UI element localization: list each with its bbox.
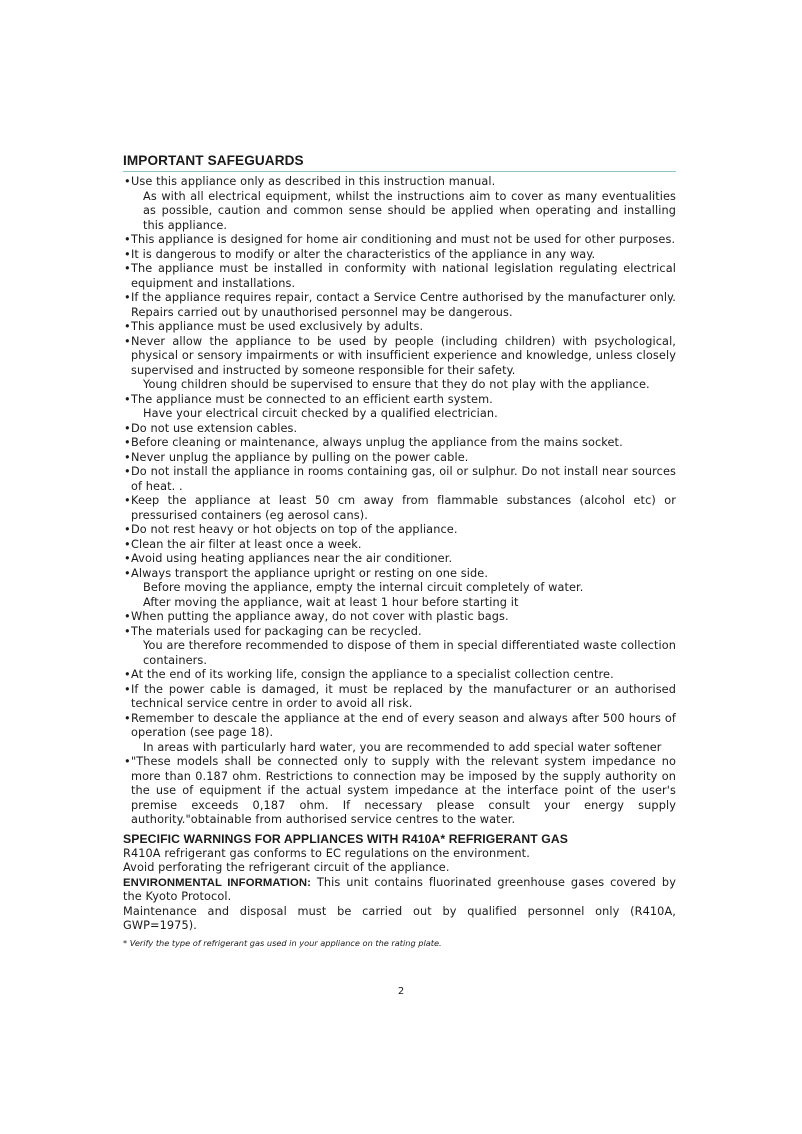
safeguard-item: [123, 523, 676, 538]
safeguard-item: [123, 668, 676, 683]
bullet-glyph: •: [124, 755, 131, 768]
safeguard-text: It is dangerous to modify or alter the characteristics of the appliance in any way.: [131, 247, 596, 261]
bullet-glyph: •: [124, 175, 131, 188]
safeguard-subtext: Have your electrical circuit checked by a qualified electrician.: [143, 407, 498, 420]
safeguard-item: [123, 422, 676, 437]
maintenance-note: Maintenance and disposal must be carried out by qualified personnel only (R410A, GWP=1975).: [123, 904, 676, 932]
safeguard-subtext: In areas with particularly hard water, you are recommended to add special water softener: [143, 740, 662, 754]
bullet-glyph: •: [124, 436, 131, 449]
safeguard-text: If the appliance requires repair, contact a Service Centre authorised by the manufacturer only. Repairs carried out by unauthorised personnel may be dangerous.: [131, 291, 676, 319]
safeguard-item: [123, 683, 676, 712]
bullet-glyph: •: [124, 668, 131, 681]
safeguard-text: The appliance must be installed in conformity with national legislation regulating electrical equipment and installations.: [131, 262, 676, 290]
safeguard-item: [123, 248, 676, 263]
safeguard-subtext: Young children should be supervised to ensure that they do not play with the appliance.: [143, 378, 650, 391]
safeguard-item: [123, 175, 676, 233]
safeguard-item: [123, 335, 676, 393]
bullet-glyph: •: [124, 552, 131, 565]
environmental-label: ENVIRONMENTAL INFORMATION:: [123, 876, 312, 889]
safeguard-text: Always transport the appliance upright or resting on one side.: [131, 566, 489, 580]
bullet-glyph: •: [124, 624, 131, 638]
bullet-glyph: •: [124, 494, 131, 507]
bullet-glyph: •: [124, 334, 131, 348]
safeguard-text: This appliance is designed for home air conditioning and must not be used for other purposes.: [131, 233, 676, 246]
bullet-glyph: •: [124, 233, 131, 246]
safeguard-text: At the end of its working life, consign the appliance to a specialist collection centre.: [131, 668, 614, 681]
refrigerant-line-1: R410A refrigerant gas conforms to EC regulations on the environment.: [123, 846, 530, 860]
safeguard-item: [123, 755, 676, 828]
safeguard-text: Avoid using heating appliances near the air conditioner.: [131, 552, 453, 565]
bullet-glyph: •: [124, 421, 131, 435]
safeguard-text: This appliance must be used exclusively by adults.: [131, 320, 424, 333]
safeguard-text: Remember to descale the appliance at the end of every season and always after 500 hours of operation (see page 18).: [131, 711, 676, 739]
bullet-glyph: •: [124, 247, 131, 261]
bullet-glyph: •: [124, 392, 131, 406]
page-number: 2: [397, 986, 405, 997]
safeguard-item: [123, 320, 676, 335]
bullet-glyph: •: [124, 711, 131, 725]
bullet-glyph: •: [124, 262, 131, 275]
safeguard-text: The materials used for packaging can be recycled.: [131, 624, 422, 638]
safeguard-item: [123, 233, 676, 248]
bullet-glyph: •: [124, 523, 131, 536]
safeguard-text: Do not install the appliance in rooms containing gas, oil or sulphur. Do not install near sources of heat. .: [131, 465, 676, 493]
safeguard-item: [123, 451, 676, 466]
footnote: * Verify the type of refrigerant gas used in your appliance on the rating plate.: [123, 937, 442, 948]
safeguard-item: [123, 552, 676, 567]
safeguard-item: [123, 712, 676, 756]
safeguard-subtext: You are therefore recommended to dispose of them in special differentiated waste collection containers.: [143, 639, 676, 667]
safeguard-text: Clean the air filter at least once a week.: [131, 537, 362, 551]
bullet-glyph: •: [124, 450, 131, 464]
bullet-glyph: •: [124, 465, 131, 478]
safeguard-item: [123, 567, 676, 611]
safeguard-text: The appliance must be connected to an efficient earth system.: [131, 392, 493, 406]
document-page: [123, 152, 676, 949]
safeguard-item: [123, 625, 676, 669]
safeguard-text: Use this appliance only as described in this instruction manual.: [131, 175, 496, 188]
safeguard-text: If the power cable is damaged, it must be replaced by the manufacturer or an authorised technical service centre in order to avoid all risk.: [131, 682, 676, 710]
safeguard-text: Never allow the appliance to be used by people (including children) with psychological, physical or sensory impairments or with insufficient experience and knowledge, unless closely supervised and instructed by someone responsible for their safety.: [131, 334, 676, 377]
environmental-info: [123, 876, 676, 905]
safeguard-item: [123, 465, 676, 494]
safeguard-subtext: As with all electrical equipment, whilst the instructions aim to cover as many eventualities as possible, caution and common sense should be applied when operating and installing this appliance.: [143, 189, 676, 232]
environmental-text: This unit contains fluorinated greenhouse gases covered by the Kyoto Protocol.: [123, 875, 676, 903]
safeguard-item: [123, 494, 676, 523]
bullet-glyph: •: [124, 320, 131, 333]
page-title: IMPORTANT SAFEGUARDS: [123, 152, 676, 172]
safeguard-item: [123, 610, 676, 625]
safeguard-text: Do not use extension cables.: [131, 421, 298, 435]
bullet-glyph: •: [124, 291, 131, 304]
refrigerant-section: [123, 832, 676, 949]
safeguards-list: [123, 175, 676, 828]
bullet-glyph: •: [124, 610, 131, 623]
bullet-glyph: •: [124, 682, 131, 696]
safeguard-text: Never unplug the appliance by pulling on the power cable.: [131, 450, 469, 464]
safeguard-item: [123, 436, 676, 451]
bullet-glyph: •: [124, 566, 131, 580]
safeguard-text: When putting the appliance away, do not cover with plastic bags.: [131, 610, 509, 623]
safeguard-item: [123, 262, 676, 291]
safeguard-item: [123, 291, 676, 320]
safeguard-text: Keep the appliance at least 50 cm away from flammable substances (alcohol etc) or pressurised containers (eg aerosol cans).: [131, 494, 676, 522]
safeguard-text: Do not rest heavy or hot objects on top of the appliance.: [131, 523, 458, 536]
safeguard-item: [123, 393, 676, 422]
safeguard-text: Before cleaning or maintenance, always unplug the appliance from the mains socket.: [131, 436, 623, 449]
safeguard-subtext: Before moving the appliance, empty the internal circuit completely of water.: [143, 581, 584, 594]
bullet-glyph: •: [124, 537, 131, 551]
refrigerant-line-2: Avoid perforating the refrigerant circuit of the appliance.: [123, 861, 450, 874]
safeguard-text: "These models shall be connected only to supply with the relevant system impedance no more than 0.187 ohm. Restrictions to connection may be imposed by the supply authority on the use of equipment if the actual system impedance at the interface point of the user's premise exceeds 0,187 ohm. If necessary please consult your energy supply authority."obtainable from authorised service centres to the water.: [131, 755, 676, 826]
refrigerant-heading: SPECIFIC WARNINGS FOR APPLIANCES WITH R410A* REFRIGERANT GAS: [123, 831, 569, 846]
safeguard-subtext: After moving the appliance, wait at least 1 hour before starting it: [143, 595, 519, 609]
safeguard-item: [123, 538, 676, 553]
